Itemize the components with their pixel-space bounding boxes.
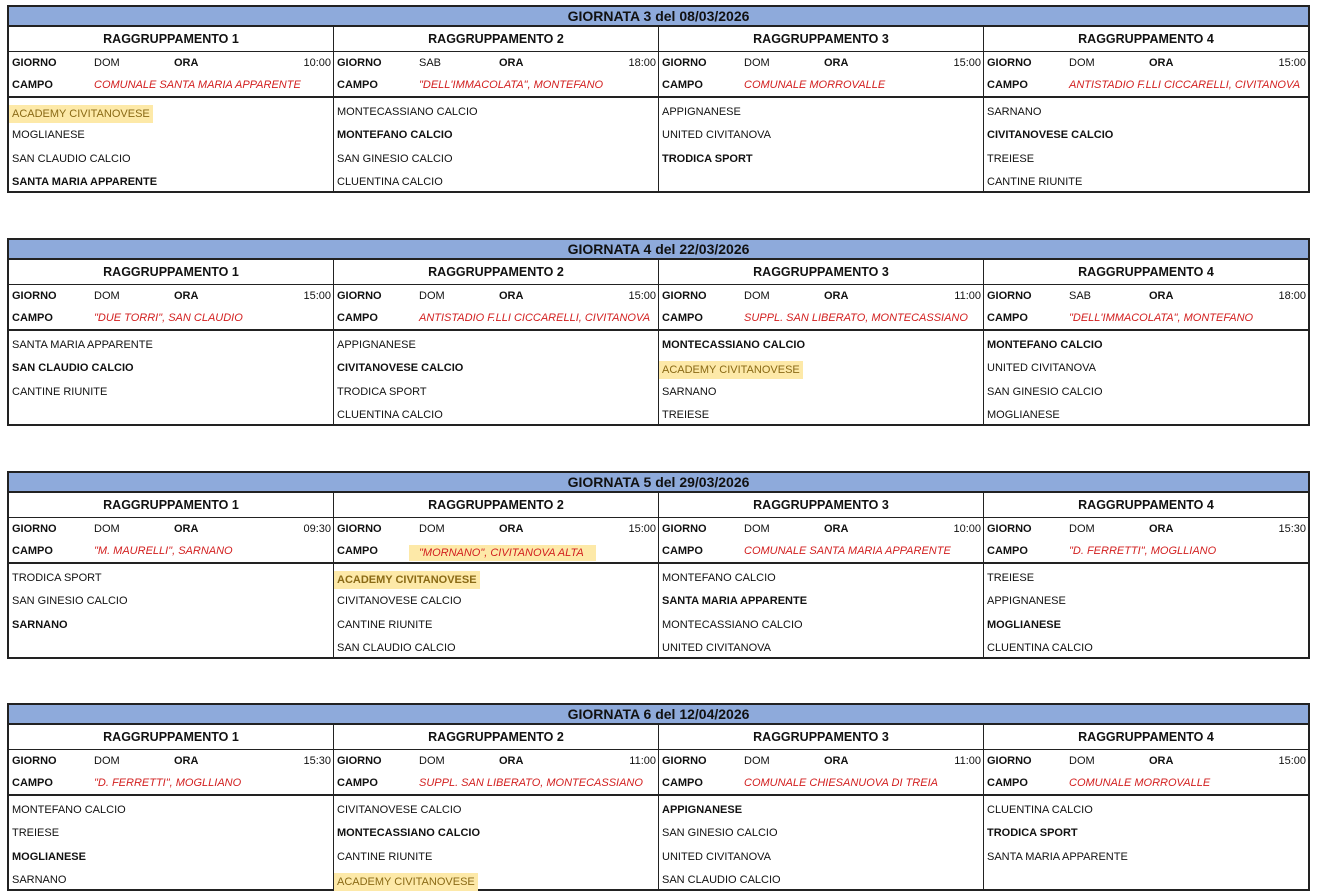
team-list <box>659 98 983 191</box>
group-column <box>984 260 1308 424</box>
team-name: TREIESE <box>987 153 1035 165</box>
team-name: UNITED CIVITANOVA <box>662 851 771 863</box>
group-column <box>984 493 1308 657</box>
match-time: 11:00 <box>954 290 981 302</box>
campo-venue: COMUNALE SANTA MARIA APPARENTE <box>94 79 301 91</box>
group-title: RAGGRUPPAMENTO 1 <box>9 725 333 750</box>
groups-grid <box>7 27 1310 193</box>
campo-label: CAMPO <box>987 545 1028 557</box>
campo-label: CAMPO <box>662 545 703 557</box>
team-name: SANTA MARIA APPARENTE <box>12 176 158 188</box>
group-title: RAGGRUPPAMENTO 1 <box>9 493 333 518</box>
campo-venue: "DELL'IMMACOLATA", MONTEFANO <box>419 79 604 91</box>
team-list <box>984 331 1308 424</box>
match-info <box>9 285 333 331</box>
team-name: MONTECASSIANO CALCIO <box>662 339 805 351</box>
campo-venue: SUPPL. SAN LIBERATO, MONTECASSIANO <box>419 777 643 789</box>
team-list <box>984 98 1308 191</box>
team-name: TREIESE <box>987 572 1035 584</box>
team-name: SAN CLAUDIO CALCIO <box>662 874 781 886</box>
match-info <box>659 52 983 98</box>
team-name: TRODICA SPORT <box>662 153 753 165</box>
team-name: APPIGNANESE <box>662 804 743 816</box>
match-time: 15:30 <box>1278 523 1306 535</box>
match-time: 15:30 <box>303 755 331 767</box>
team-name: ACADEMY CIVITANOVESE <box>334 571 480 589</box>
giornata-block <box>7 238 1310 426</box>
team-name: SAN GINESIO CALCIO <box>337 153 453 165</box>
team-name: CLUENTINA CALCIO <box>987 642 1093 654</box>
team-name: CLUENTINA CALCIO <box>987 804 1093 816</box>
team-name: CANTINE RIUNITE <box>337 619 433 631</box>
campo-label: CAMPO <box>337 545 378 557</box>
team-list <box>334 331 658 424</box>
ora-label: ORA <box>499 57 524 69</box>
team-name: CIVITANOVESE CALCIO <box>337 804 462 816</box>
team-list <box>659 564 983 657</box>
team-name: TRODICA SPORT <box>987 827 1078 839</box>
team-name: APPIGNANESE <box>337 339 416 351</box>
team-name: MONTEFANO CALCIO <box>987 339 1103 351</box>
group-title: RAGGRUPPAMENTO 1 <box>9 260 333 285</box>
campo-venue: "DELL'IMMACOLATA", MONTEFANO <box>1069 312 1254 324</box>
team-name: SARNANO <box>662 386 717 398</box>
team-name: TREIESE <box>12 827 60 839</box>
match-day: DOM <box>744 755 770 767</box>
campo-label: CAMPO <box>662 312 703 324</box>
team-name: MOGLIANESE <box>987 619 1061 631</box>
group-title: RAGGRUPPAMENTO 3 <box>659 27 983 52</box>
group-title: RAGGRUPPAMENTO 3 <box>659 493 983 518</box>
group-title: RAGGRUPPAMENTO 2 <box>334 27 658 52</box>
team-name: CANTINE RIUNITE <box>12 386 108 398</box>
giornata-title: GIORNATA 5 del 29/03/2026 <box>7 471 1310 493</box>
ora-label: ORA <box>1149 523 1174 535</box>
team-name: MONTEFANO CALCIO <box>337 129 453 141</box>
match-day: DOM <box>94 755 120 767</box>
match-time: 18:00 <box>628 57 656 69</box>
match-day: DOM <box>419 523 445 535</box>
team-name: UNITED CIVITANOVA <box>987 362 1096 374</box>
match-info <box>334 285 658 331</box>
group-column <box>9 725 334 889</box>
match-info <box>9 750 333 796</box>
team-name: APPIGNANESE <box>662 106 741 118</box>
team-list <box>659 796 983 889</box>
group-column <box>334 27 659 191</box>
groups-grid <box>7 260 1310 426</box>
match-info <box>9 518 333 564</box>
giorno-label: GIORNO <box>987 57 1032 69</box>
team-list <box>334 796 658 889</box>
match-info <box>984 750 1308 796</box>
giornata-block <box>7 5 1310 193</box>
match-time: 15:00 <box>1278 755 1306 767</box>
match-day: DOM <box>1069 755 1095 767</box>
campo-label: CAMPO <box>337 312 378 324</box>
campo-label: CAMPO <box>987 79 1028 91</box>
campo-venue: COMUNALE MORROVALLE <box>1069 777 1211 789</box>
campo-venue: "MORNANO", CIVITANOVA ALTA <box>409 545 596 561</box>
campo-venue: ANTISTADIO F.LLI CICCARELLI, CIVITANOVA <box>1069 79 1301 91</box>
match-info <box>659 285 983 331</box>
giorno-label: GIORNO <box>662 57 707 69</box>
group-title: RAGGRUPPAMENTO 4 <box>984 725 1308 750</box>
campo-label: CAMPO <box>12 312 53 324</box>
group-column <box>659 260 984 424</box>
campo-venue: "D. FERRETTI", MOGLLIANO <box>94 777 242 789</box>
team-name: CIVITANOVESE CALCIO <box>987 129 1114 141</box>
match-time: 09:30 <box>303 523 331 535</box>
match-time: 10:00 <box>953 523 981 535</box>
match-time: 10:00 <box>303 57 331 69</box>
group-column <box>984 725 1308 889</box>
campo-venue: COMUNALE CHIESANUOVA DI TREIA <box>744 777 938 789</box>
ora-label: ORA <box>174 523 199 535</box>
match-day: SAB <box>1069 290 1092 302</box>
campo-label: CAMPO <box>12 79 53 91</box>
giorno-label: GIORNO <box>12 290 57 302</box>
match-day: DOM <box>744 57 770 69</box>
group-column <box>659 27 984 191</box>
group-title: RAGGRUPPAMENTO 2 <box>334 725 658 750</box>
match-info <box>984 518 1308 564</box>
campo-label: CAMPO <box>12 777 53 789</box>
ora-label: ORA <box>1149 755 1174 767</box>
team-list <box>9 796 333 889</box>
match-info <box>334 750 658 796</box>
match-time: 11:00 <box>629 755 656 767</box>
match-info <box>659 518 983 564</box>
team-name: SARNANO <box>987 106 1042 118</box>
match-day: DOM <box>744 290 770 302</box>
team-name: MOGLIANESE <box>12 129 85 141</box>
ora-label: ORA <box>1149 57 1174 69</box>
team-name: SARNANO <box>12 874 67 886</box>
group-title: RAGGRUPPAMENTO 3 <box>659 725 983 750</box>
group-column <box>9 27 334 191</box>
team-name: MONTEFANO CALCIO <box>12 804 126 816</box>
match-day: DOM <box>419 755 445 767</box>
giorno-label: GIORNO <box>987 755 1032 767</box>
team-name: SAN GINESIO CALCIO <box>662 827 778 839</box>
group-column <box>9 260 334 424</box>
group-title: RAGGRUPPAMENTO 1 <box>9 27 333 52</box>
campo-label: CAMPO <box>987 312 1028 324</box>
ora-label: ORA <box>824 57 849 69</box>
team-list <box>984 564 1308 657</box>
ora-label: ORA <box>174 755 199 767</box>
campo-label: CAMPO <box>12 545 53 557</box>
giorno-label: GIORNO <box>337 57 382 69</box>
team-name: APPIGNANESE <box>987 595 1066 607</box>
match-day: DOM <box>94 290 120 302</box>
campo-venue: "M. MAURELLI", SARNANO <box>94 545 233 557</box>
giornata-block <box>7 471 1310 659</box>
ora-label: ORA <box>824 523 849 535</box>
group-title: RAGGRUPPAMENTO 2 <box>334 493 658 518</box>
match-time: 18:00 <box>1278 290 1306 302</box>
campo-label: CAMPO <box>662 79 703 91</box>
team-name: SANTA MARIA APPARENTE <box>987 851 1128 863</box>
team-name: SAN CLAUDIO CALCIO <box>12 153 131 165</box>
match-time: 15:00 <box>1278 57 1306 69</box>
team-list <box>9 331 333 424</box>
ora-label: ORA <box>824 290 849 302</box>
giornata-block <box>7 703 1310 891</box>
match-time: 15:00 <box>953 57 981 69</box>
team-name: SARNANO <box>12 619 68 631</box>
team-list <box>334 98 658 191</box>
match-day: DOM <box>94 523 120 535</box>
ora-label: ORA <box>499 290 524 302</box>
team-name: SAN GINESIO CALCIO <box>12 595 128 607</box>
match-day: DOM <box>419 290 445 302</box>
ora-label: ORA <box>1149 290 1174 302</box>
group-title: RAGGRUPPAMENTO 2 <box>334 260 658 285</box>
campo-label: CAMPO <box>987 777 1028 789</box>
group-title: RAGGRUPPAMENTO 3 <box>659 260 983 285</box>
team-name: ACADEMY CIVITANOVESE <box>9 105 153 123</box>
giorno-label: GIORNO <box>337 755 382 767</box>
match-day: DOM <box>1069 57 1095 69</box>
group-column <box>984 27 1308 191</box>
group-column <box>659 725 984 889</box>
group-column <box>334 260 659 424</box>
giornata-title: GIORNATA 4 del 22/03/2026 <box>7 238 1310 260</box>
team-name: ACADEMY CIVITANOVESE <box>334 873 478 891</box>
group-title: RAGGRUPPAMENTO 4 <box>984 493 1308 518</box>
giorno-label: GIORNO <box>987 290 1032 302</box>
campo-venue: "DUE TORRI", SAN CLAUDIO <box>94 312 243 324</box>
giorno-label: GIORNO <box>662 523 707 535</box>
match-info <box>984 285 1308 331</box>
team-name: SAN CLAUDIO CALCIO <box>12 362 134 374</box>
team-name: MOGLIANESE <box>987 409 1060 421</box>
match-day: DOM <box>94 57 120 69</box>
team-name: MONTECASSIANO CALCIO <box>337 106 478 118</box>
team-name: TRODICA SPORT <box>337 386 427 398</box>
team-name: CIVITANOVESE CALCIO <box>337 362 464 374</box>
match-time: 15:00 <box>628 523 656 535</box>
team-name: SANTA MARIA APPARENTE <box>662 595 808 607</box>
giornata-title: GIORNATA 3 del 08/03/2026 <box>7 5 1310 27</box>
giorno-label: GIORNO <box>987 523 1032 535</box>
campo-venue: SUPPL. SAN LIBERATO, MONTECASSIANO <box>744 312 968 324</box>
team-name: MONTECASSIANO CALCIO <box>337 827 480 839</box>
team-name: TRODICA SPORT <box>12 572 102 584</box>
campo-venue: ANTISTADIO F.LLI CICCARELLI, CIVITANOVA <box>419 312 651 324</box>
giorno-label: GIORNO <box>662 290 707 302</box>
group-column <box>659 493 984 657</box>
team-list <box>9 98 333 191</box>
team-name: UNITED CIVITANOVA <box>662 642 771 654</box>
campo-label: CAMPO <box>337 777 378 789</box>
match-info <box>659 750 983 796</box>
team-name: CANTINE RIUNITE <box>987 176 1083 188</box>
team-name: CANTINE RIUNITE <box>337 851 433 863</box>
team-name: SAN CLAUDIO CALCIO <box>337 642 456 654</box>
campo-venue: "D. FERRETTI", MOGLLIANO <box>1069 545 1217 557</box>
team-name: CLUENTINA CALCIO <box>337 176 443 188</box>
ora-label: ORA <box>824 755 849 767</box>
giornata-title: GIORNATA 6 del 12/04/2026 <box>7 703 1310 725</box>
team-name: MONTEFANO CALCIO <box>662 572 776 584</box>
team-name: SANTA MARIA APPARENTE <box>12 339 153 351</box>
team-list <box>659 331 983 424</box>
group-title: RAGGRUPPAMENTO 4 <box>984 260 1308 285</box>
team-name: SAN GINESIO CALCIO <box>987 386 1103 398</box>
team-list <box>9 564 333 657</box>
team-name: ACADEMY CIVITANOVESE <box>659 361 803 379</box>
team-name: MONTECASSIANO CALCIO <box>662 619 803 631</box>
match-info <box>984 52 1308 98</box>
ora-label: ORA <box>499 523 524 535</box>
group-column <box>334 493 659 657</box>
group-column <box>334 725 659 889</box>
giorno-label: GIORNO <box>337 523 382 535</box>
team-name: CLUENTINA CALCIO <box>337 409 443 421</box>
giorno-label: GIORNO <box>12 523 57 535</box>
match-time: 15:00 <box>628 290 656 302</box>
campo-label: CAMPO <box>662 777 703 789</box>
group-title: RAGGRUPPAMENTO 4 <box>984 27 1308 52</box>
team-name: UNITED CIVITANOVA <box>662 129 771 141</box>
giorno-label: GIORNO <box>662 755 707 767</box>
campo-venue: COMUNALE MORROVALLE <box>744 79 886 91</box>
match-day: SAB <box>419 57 442 69</box>
ora-label: ORA <box>174 57 199 69</box>
match-day: DOM <box>1069 523 1095 535</box>
giorno-label: GIORNO <box>12 755 57 767</box>
match-info <box>334 52 658 98</box>
giorno-label: GIORNO <box>337 290 382 302</box>
team-list <box>984 796 1308 889</box>
campo-label: CAMPO <box>337 79 378 91</box>
match-day: DOM <box>744 523 770 535</box>
ora-label: ORA <box>499 755 524 767</box>
giorno-label: GIORNO <box>12 57 57 69</box>
match-info <box>9 52 333 98</box>
team-name: MOGLIANESE <box>12 851 86 863</box>
match-time: 11:00 <box>954 755 981 767</box>
ora-label: ORA <box>174 290 199 302</box>
match-time: 15:00 <box>303 290 331 302</box>
match-info <box>334 518 658 564</box>
team-name: CIVITANOVESE CALCIO <box>337 595 462 607</box>
group-column <box>9 493 334 657</box>
team-list <box>334 564 658 657</box>
groups-grid <box>7 493 1310 659</box>
campo-venue: COMUNALE SANTA MARIA APPARENTE <box>744 545 951 557</box>
team-name: TREIESE <box>662 409 710 421</box>
groups-grid <box>7 725 1310 891</box>
